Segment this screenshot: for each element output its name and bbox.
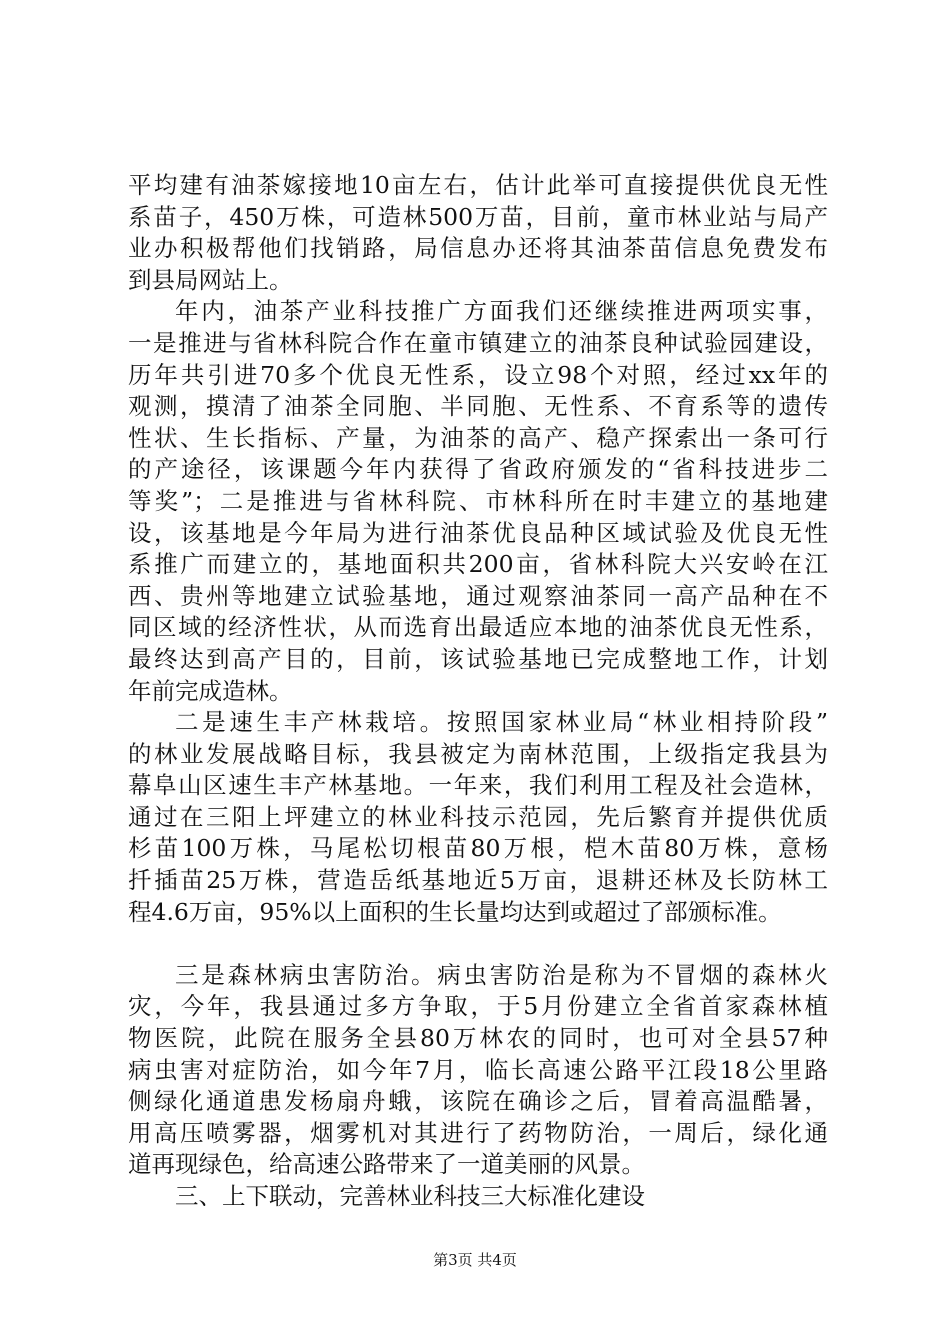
page-number-label: 第3页 共4页	[433, 1251, 517, 1269]
text-line: 最终达到高产目的，目前，该试验基地已完成整地工作，计划	[128, 644, 828, 673]
text-line: 同区域的经济性状，从而选育出最适应本地的油茶优良无性系，	[128, 613, 828, 642]
text-line: 道再现绿色，给高速公路带来了一道美丽的风景。	[128, 1150, 645, 1179]
text-line: 用高压喷雾器，烟雾机对其进行了药物防治，一周后，绿化通	[128, 1118, 828, 1147]
text-line: 二是速生丰产林栽培。按照国家林业局“林业相持阶段”	[175, 708, 828, 737]
text-line: 年前完成造林。	[128, 676, 293, 705]
section-heading: 三、上下联动，完善林业科技三大标准化建设	[175, 1182, 645, 1210]
text-line: 观测，摸清了油茶全同胞、半同胞、无性系、不育系等的遗传	[128, 392, 828, 421]
document-body	[128, 170, 828, 1213]
paragraph-fast-growing-forest	[128, 707, 828, 928]
text-line: 三是森林病虫害防治。病虫害防治是称为不冒烟的森林火	[175, 960, 828, 989]
text-line: 杉苗100万株，马尾松切根苗80万根，桤木苗80万株，意杨	[128, 834, 828, 863]
text-line: 平均建有油茶嫁接地10亩左右，估计此举可直接提供优良无性	[128, 171, 828, 199]
text-line: 等奖”；二是推进与省林科院、市林科所在时丰建立的基地建	[128, 486, 828, 515]
text-line: 一是推进与省林科院合作在童市镇建立的油茶良种试验园建设，	[128, 328, 828, 357]
text-line: 扦插苗25万株，营造岳纸基地近5万亩，退耕还林及长防林工	[128, 866, 828, 895]
text-line: 幕阜山区速生丰产林基地。一年来，我们利用工程及社会造林，	[128, 771, 828, 800]
text-line: 年内，油茶产业科技推广方面我们还继续推进两项实事，	[175, 297, 828, 326]
page-footer	[0, 1250, 950, 1270]
text-line: 程4.6万亩，95%以上面积的生长量均达到或超过了部颁标准。	[128, 897, 782, 926]
text-line: 性状、生长指标、产量，为油茶的高产、稳产探索出一条可行	[128, 423, 828, 452]
text-line: 侧绿化通道患发杨扇舟蛾，该院在确诊之后，冒着高温酷暑，	[128, 1087, 828, 1116]
text-line: 西、贵州等地建立试验基地，通过观察油茶同一高产品种在不	[128, 581, 828, 610]
text-line: 设，该基地是今年局为进行油茶优良品种区域试验及优良无性	[128, 518, 828, 547]
text-line: 物医院，此院在服务全县80万林农的同时，也可对全县57种	[128, 1024, 828, 1053]
section-heading-standardization	[128, 1181, 828, 1213]
text-line: 系苗子，450万株，可造林500万苗，目前，童市林业站与局产	[128, 202, 828, 231]
text-line: 历年共引进70多个优良无性系，设立98个对照，经过xx年的	[128, 360, 828, 389]
text-line: 系推广而建立的，基地面积共200亩，省林科院大兴安岭在江	[128, 550, 828, 579]
paragraph-oil-tea-seedlings	[128, 170, 828, 296]
text-line: 到县局网站上。	[128, 265, 293, 294]
text-line: 通过在三阳上坪建立的林业科技示范园，先后繁育并提供优质	[128, 802, 828, 831]
text-line: 病虫害对症防治，如今年7月，临长高速公路平江段18公里路	[128, 1055, 828, 1084]
text-line: 的林业发展战略目标，我县被定为南林范围，上级指定我县为	[128, 739, 828, 768]
paragraph-pest-control	[128, 960, 828, 1181]
text-line: 灾，今年，我县通过多方争取，于5月份建立全省首家森林植	[128, 992, 828, 1021]
paragraph-gap	[128, 928, 828, 960]
text-line: 业办积极帮他们找销路，局信息办还将其油茶苗信息免费发布	[128, 234, 828, 263]
text-line: 的产途径，该课题今年内获得了省政府颁发的“省科技进步二	[128, 455, 828, 484]
paragraph-tech-promotion	[128, 296, 828, 707]
